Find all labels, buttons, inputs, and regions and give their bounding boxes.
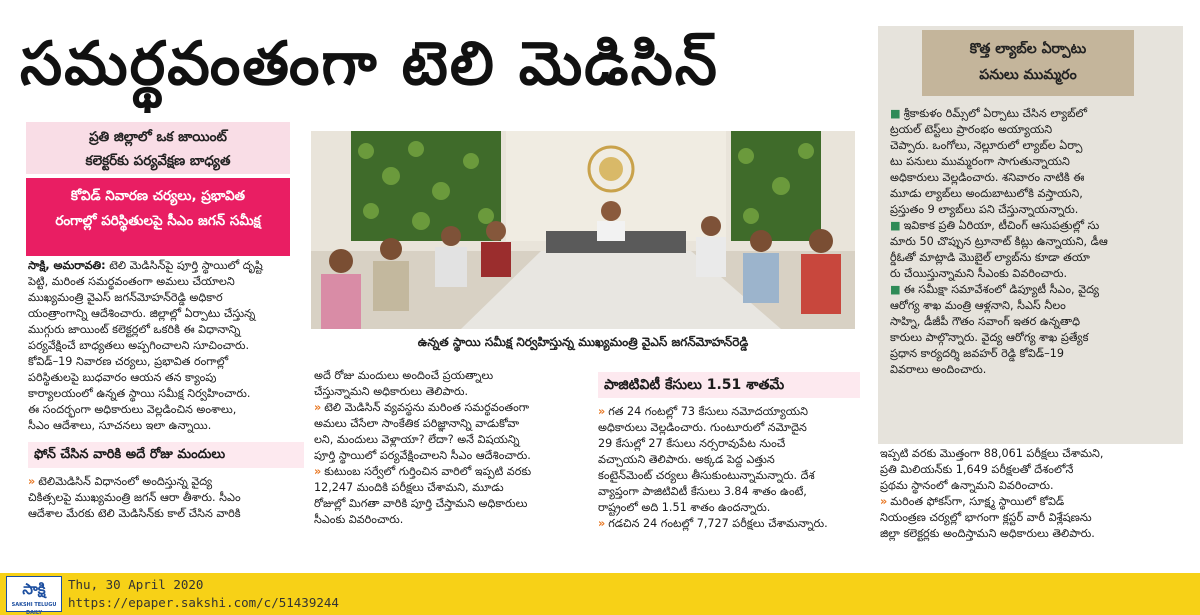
article-line: అదే రోజు మందులు అందించే ప్రయత్నాలు bbox=[314, 369, 494, 382]
article-line: వచ్చాయని తెలిపారు. అక్కడ పెద్ద ఎత్తున bbox=[598, 453, 775, 466]
green-square-icon: ■ bbox=[890, 283, 901, 296]
article-line: కంటైన్‌మెంట్ చర్యలు తీసుకుంటున్నామన్నారు. దేశ bbox=[598, 469, 815, 482]
article-line: సాక్షి, అమరావతి: టెలి మెడిసిన్‌పై పూర్తి స్థాయిలో దృష్టి bbox=[28, 259, 263, 272]
article-line: పూర్తి స్థాయిలో పర్యవేక్షించాలని సీఎం ఆదేశించారు. bbox=[314, 449, 531, 462]
sidebar-box bbox=[878, 26, 1183, 444]
double-chevron-icon: » bbox=[880, 495, 888, 508]
green-square-icon: ■ bbox=[890, 107, 901, 120]
sidebar-line: చెప్పారు. ఒంగోలు, నెల్లూరులో ల్యాబ్‌ల ఏర్పా bbox=[890, 139, 1083, 152]
article-line: కార్యాలయంలో ఉన్నత స్థాయి సమీక్ష నిర్వహించారు. bbox=[28, 387, 251, 400]
article-line: ఇప్పటి వరకు మొత్తంగా 88,061 పరీక్షలు చేశామని, bbox=[880, 447, 1104, 460]
double-chevron-icon: » bbox=[598, 405, 606, 418]
sidebar-body bbox=[890, 106, 1174, 378]
article-line: చేస్తున్నామని అధికారులు తెలిపారు. bbox=[314, 385, 469, 398]
double-chevron-icon: » bbox=[314, 401, 322, 414]
logo-subtext: SAKSHI TELUGU DAILY bbox=[11, 602, 57, 615]
subhead-line: రంగాల్లో పరిస్థితులపై సీఎం జగన్ సమీక్ష bbox=[55, 213, 261, 229]
section-heading: పాజిటివిటీ కేసులు 1.51 శాతమే bbox=[598, 372, 860, 398]
meeting-photo bbox=[311, 131, 855, 329]
article-line: వ్యాప్తంగా పాజిటివిటీ కేసులు 3.84 శాతం ఉంటే, bbox=[598, 485, 807, 498]
sidebar-line: కారులు పాల్గొన్నారు. వైద్య ఆరోగ్య శాఖ ప్రత్యేక bbox=[890, 331, 1089, 344]
article-line: ముగ్గురు జాయింట్ కలెక్టర్లలో ఒకరికి ఈ విధానాన్ని bbox=[28, 323, 241, 336]
article-line: » గత 24 గంటల్లో 73 కేసులు నమోదయ్యాయని bbox=[598, 405, 808, 418]
subhead-line: కోవిడ్ నివారణ చర్యలు, ప్రభావిత bbox=[70, 188, 246, 204]
article-line: » కుటుంబ సర్వేలో గుర్తించిన వారిలో ఇప్పటి వరకు bbox=[314, 465, 532, 478]
article-line: రాష్ట్రంలో అది 1.51 శాతం ఉందన్నారు. bbox=[598, 501, 771, 514]
sakshi-logo[interactable] bbox=[6, 576, 62, 615]
double-chevron-icon: » bbox=[598, 517, 606, 530]
kicker-box bbox=[26, 122, 290, 174]
sidebar-line: సాహ్ని, డీజీపీ గౌతం సవాంగ్ ఇతర ఉన్నతాధి bbox=[890, 315, 1081, 328]
sidebar-line: ర్డీఓతో మాట్లాడి మొబైల్ ల్యాబ్‌ను కూడా తయా bbox=[890, 251, 1090, 264]
article-line: సీఎంకు వివరించారు. bbox=[314, 513, 404, 526]
article-line: పర్యవేక్షించే బాధ్యతలు అప్పగించాలని సూచించారు. bbox=[28, 339, 250, 352]
article-line: అమలు చేసేలా సాంకేతిక పరిజ్ఞానాన్ని వాడుకోవా bbox=[314, 417, 520, 430]
article-line: 12,247 మందికి పరీక్షలు చేశామని, మూడు bbox=[314, 481, 504, 494]
article-line: ప్రతి మిలియన్‌కు 1,649 పరీక్షలతో దేశంలోనే bbox=[880, 463, 1074, 476]
article-line: ముఖ్యమంత్రి వైఎస్ జగన్‌మోహన్‌రెడ్డి అధికార bbox=[28, 291, 223, 304]
sidebar-line: ■ శ్రీకాకుళం రిమ్స్‌లో ఏర్పాటు చేసిన ల్యాబ్‌లో bbox=[890, 107, 1088, 120]
article-line: యంత్రాంగాన్ని ఆదేశించారు. జిల్లాల్లో ఏర్పాటు చేస్తున్న bbox=[28, 307, 256, 320]
sidebar-line: ప్రధాన కార్యదర్శి జవహర్ రెడ్డి కోవిడ్–19 bbox=[890, 347, 1064, 360]
photo-caption: ఉన్నత స్థాయి సమీక్ష నిర్వహిస్తున్న ముఖ్యమంత్రి వైఎస్ జగన్‌మోహన్‌రెడ్డి bbox=[417, 335, 749, 349]
kicker-line: కలెక్టర్‌కు పర్యవేక్షణ బాధ్యత bbox=[85, 153, 231, 169]
green-square-icon: ■ bbox=[890, 219, 901, 232]
headline: సమర్థవంతంగా టెలి మెడిసిన్ bbox=[20, 29, 719, 99]
sidebar-line: మూడు ల్యాబ్‌లు అందుబాటులోకి వస్తాయని, bbox=[890, 187, 1083, 200]
sidebar-title bbox=[922, 30, 1134, 96]
article-line: 29 కేసుల్లో 27 కేసులు నర్సరావుపేట నుంచే bbox=[598, 437, 786, 450]
article-line: » గడచిన 24 గంటల్లో 7,727 పరీక్షలు చేశామన్నారు. bbox=[598, 517, 828, 530]
article-line: అధికారులు వెల్లడించారు. గుంటూరులో నమోదైన bbox=[598, 421, 807, 434]
meeting-photo-illustration bbox=[311, 131, 855, 329]
section-heading: ఫోన్ చేసిన వారికి అదే రోజు మందులు bbox=[28, 442, 304, 468]
article-column-1 bbox=[28, 258, 304, 522]
subhead-box bbox=[26, 178, 290, 256]
article-line: » మరింత ఫోకస్‌గా, సూక్ష్మ స్థాయిలో కోవిడ్ bbox=[880, 495, 1065, 508]
sidebar-line: ఆరోగ్య శాఖ మంత్రి ఆళ్లనాని, సీఎస్ నీలం bbox=[890, 299, 1066, 312]
article-line: జిల్లా కలెక్టర్లకు అందిస్తామని అధికారులు తెలిపారు. bbox=[880, 527, 1095, 540]
article-line: చికిత్సలపై ముఖ్యమంత్రి జగన్ ఆరా తీశారు. సీఎం bbox=[28, 491, 241, 504]
article-line: సీఎం ఆదేశాలు, సూచనలు ఇలా ఉన్నాయి. bbox=[28, 419, 212, 432]
article-line: కోవిడ్–19 నివారణ చర్యలు, ప్రభావిత రంగాల్లో bbox=[28, 355, 229, 368]
article-line: రోజుల్లో మిగతా వారికి పూర్తి చేస్తామని అధికారులు bbox=[314, 497, 528, 510]
sidebar-line: ప్రస్తుతం 9 ల్యాబ్‌లు పని చేస్తున్నాయన్నారు. bbox=[890, 203, 1079, 216]
article-line: » టెలిమెడిసిన్ విధానంలో అందిస్తున్న వైద్య bbox=[28, 475, 213, 488]
logo-text: సాక్షి bbox=[22, 580, 46, 598]
article-column-2 bbox=[314, 368, 582, 528]
sidebar-title-line: పనులు ముమ్మరం bbox=[979, 67, 1077, 83]
sidebar-title-line: కొత్త ల్యాబ్‌ల ఏర్పాటు bbox=[969, 41, 1087, 57]
sidebar-line: ట్రయల్ టెస్ట్‌లు ప్రారంభం అయ్యాయని bbox=[890, 123, 1053, 136]
kicker-line: ప్రతి జిల్లాలో ఒక జాయింట్ bbox=[89, 129, 227, 145]
sidebar-line: ■ ఈ సమీక్షా సమావేశంలో డిప్యూటీ సీఎం, వైద్య bbox=[890, 283, 1100, 296]
epaper-link[interactable]: https://epaper.sakshi.com/c/51439244 bbox=[68, 595, 339, 610]
sidebar-line: టు పనులు ముమ్మరంగా సాగుతున్నాయని bbox=[890, 155, 1070, 168]
article-line: » టెలి మెడిసిన్ వ్యవస్థను మరింత సమర్థవంతంగా bbox=[314, 401, 530, 414]
sidebar-line: వివరాలు అందించారు. bbox=[890, 363, 987, 376]
sidebar-line: అధికారులు వెల్లడించారు. శనివారం నాటికి ఈ bbox=[890, 171, 1085, 184]
article-column-3 bbox=[598, 372, 860, 532]
footer-bar bbox=[0, 573, 1200, 615]
article-line: లని, మందులు వెళ్లాయా? లేదా? అనే విషయన్ని bbox=[314, 433, 520, 446]
publication-date: Thu, 30 April 2020 bbox=[68, 577, 204, 592]
double-chevron-icon: » bbox=[314, 465, 322, 478]
article-line: పరిస్థితులపై బుధవారం ఆయన తన క్యాంపు bbox=[28, 371, 217, 384]
article-line: ప్రథమ స్థానంలో ఉన్నామని వివరించారు. bbox=[880, 479, 1054, 492]
article-line: పెట్టి, మరింత సమర్థవంతంగా అమలు చేయాలని bbox=[28, 275, 235, 288]
dateline: సాక్షి, అమరావతి: bbox=[28, 259, 106, 272]
article-line: ఆదేశాల మేరకు టెలి మెడిసిన్‌కు కాల్ చేసిన వారికి bbox=[28, 507, 241, 520]
article-column-4 bbox=[880, 446, 1185, 542]
sidebar-line: రు చేయిస్తున్నామని సీఎంకు వివరించారు. bbox=[890, 267, 1068, 280]
sidebar-line: మారు 50 చొప్పున ట్రూనాట్ కిట్లు ఉన్నాయని, డీఆ bbox=[890, 235, 1108, 248]
double-chevron-icon: » bbox=[28, 475, 36, 488]
sidebar-line: ■ ఇవికాక ప్రతి ఏరియా, టీచింగ్ ఆసుపత్రుల్లో సు bbox=[890, 219, 1100, 232]
article-line: నియంత్రణ చర్యల్లో భాగంగా క్లస్టర్ వారీ విశ్లేషణను bbox=[880, 511, 1092, 524]
article-line: ఈ సందర్భంగా అధికారులు వెల్లడించిన అంశాలు, bbox=[28, 403, 237, 416]
